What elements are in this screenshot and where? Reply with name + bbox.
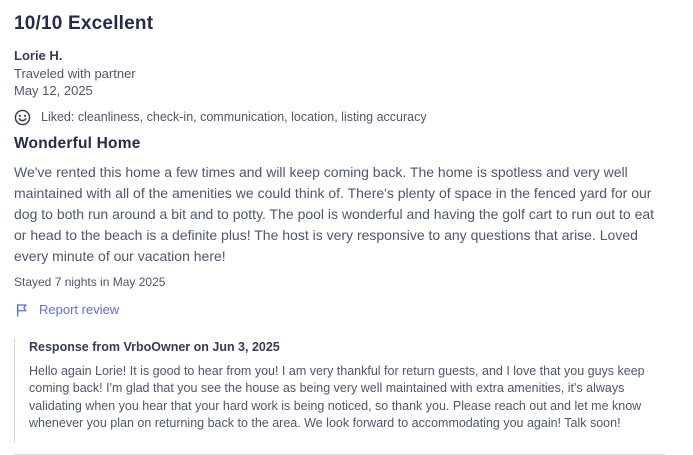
review-date: May 12, 2025 bbox=[14, 83, 93, 98]
owner-response-header: Response from VrboOwner on Jun 3, 2025 bbox=[29, 339, 280, 354]
review-title: Wonderful Home bbox=[14, 134, 141, 152]
bottom-divider bbox=[14, 454, 665, 455]
review-body: We've rented this home a few times and will keep coming back. The home is spotless and very well maintained with all of the amenities we could think of. There's plenty of space in the fenced yard for our dog to both run around a bit and to potty. The pool is wonderful and having the golf cart to run out to eat or head to the beach is a definite plus! The host is very responsive to any questions that arise. Loved every minute of our vacation here! bbox=[14, 163, 655, 264]
report-review-label: Report review bbox=[39, 302, 120, 317]
stay-info: Stayed 7 nights in May 2025 bbox=[14, 274, 166, 289]
report-review-link[interactable] bbox=[14, 302, 119, 318]
smiley-face-icon bbox=[14, 109, 31, 126]
travel-context: Traveled with partner bbox=[14, 65, 136, 81]
owner-response-block bbox=[14, 338, 667, 443]
review-rating-heading: 10/10 Excellent bbox=[14, 13, 154, 34]
owner-response-body: Hello again Lorie! It is good to hear from you! I am very thankful for return guests, and I love that you guys keep coming back! I'm glad that you see the house as being very well maintained with extra amenities, it's always validating when you hear that your hard work is being noticed, so thank you. Please reach out and let me know whenever you plan on returning back to the area. We look forward to accommodating you again! Talk soon! bbox=[29, 363, 645, 430]
liked-summary-row bbox=[14, 109, 667, 126]
liked-text: Liked: cleanliness, check-in, communication, location, listing accuracy bbox=[41, 110, 427, 124]
flag-icon bbox=[14, 302, 30, 318]
reviewer-info bbox=[14, 47, 667, 100]
reviewer-name: Lorie H. bbox=[14, 48, 63, 63]
